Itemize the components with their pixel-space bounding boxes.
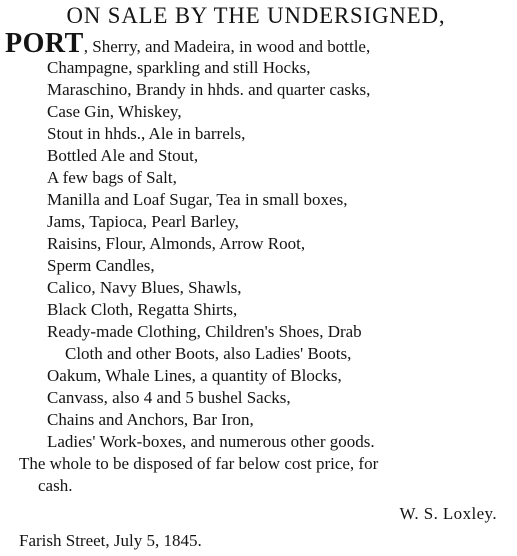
item-line-11: Sperm Candles, <box>47 256 155 275</box>
item-line-6: Bottled Ale and Stout, <box>47 146 199 165</box>
item-line-19: Ladies' Work-boxes, and numerous other goods. <box>47 432 375 451</box>
signature: W. S. Loxley. <box>399 504 497 523</box>
item-line-9: Jams, Tapioca, Pearl Barley, <box>47 212 239 231</box>
item-line-14: Ready-made Clothing, Children's Shoes, Drab <box>47 322 362 341</box>
item-line-17: Canvass, also 4 and 5 bushel Sacks, <box>47 388 291 407</box>
item-line-8: Manilla and Loaf Sugar, Tea in small boxes, <box>47 190 348 209</box>
item-line-13: Black Cloth, Regatta Shirts, <box>47 300 238 319</box>
first-line-text: , Sherry, and Madeira, in wood and bottle, <box>83 37 371 56</box>
closing-line-2: cash. <box>38 476 73 495</box>
dateline: Farish Street, July 5, 1845. <box>19 531 202 550</box>
item-line-12: Calico, Navy Blues, Shawls, <box>47 278 242 297</box>
item-line-2: Champagne, sparkling and still Hocks, <box>47 58 311 77</box>
item-line-1 <box>5 28 371 59</box>
closing-line-1: The whole to be disposed of far below cost price, for <box>19 454 379 473</box>
headline: ON SALE BY THE UNDERSIGNED, <box>66 3 446 28</box>
item-line-5: Stout in hhds., Ale in barrels, <box>47 124 246 143</box>
first-word-port: PORT <box>5 28 84 59</box>
item-line-15: Cloth and other Boots, also Ladies' Boots, <box>65 344 352 363</box>
item-line-4: Case Gin, Whiskey, <box>47 102 182 121</box>
item-line-10: Raisins, Flour, Almonds, Arrow Root, <box>47 234 306 253</box>
item-line-3: Maraschino, Brandy in hhds. and quarter casks, <box>47 80 371 99</box>
item-line-7: A few bags of Salt, <box>47 168 177 187</box>
item-line-16: Oakum, Whale Lines, a quantity of Blocks, <box>47 366 342 385</box>
item-line-18: Chains and Anchors, Bar Iron, <box>47 410 254 429</box>
